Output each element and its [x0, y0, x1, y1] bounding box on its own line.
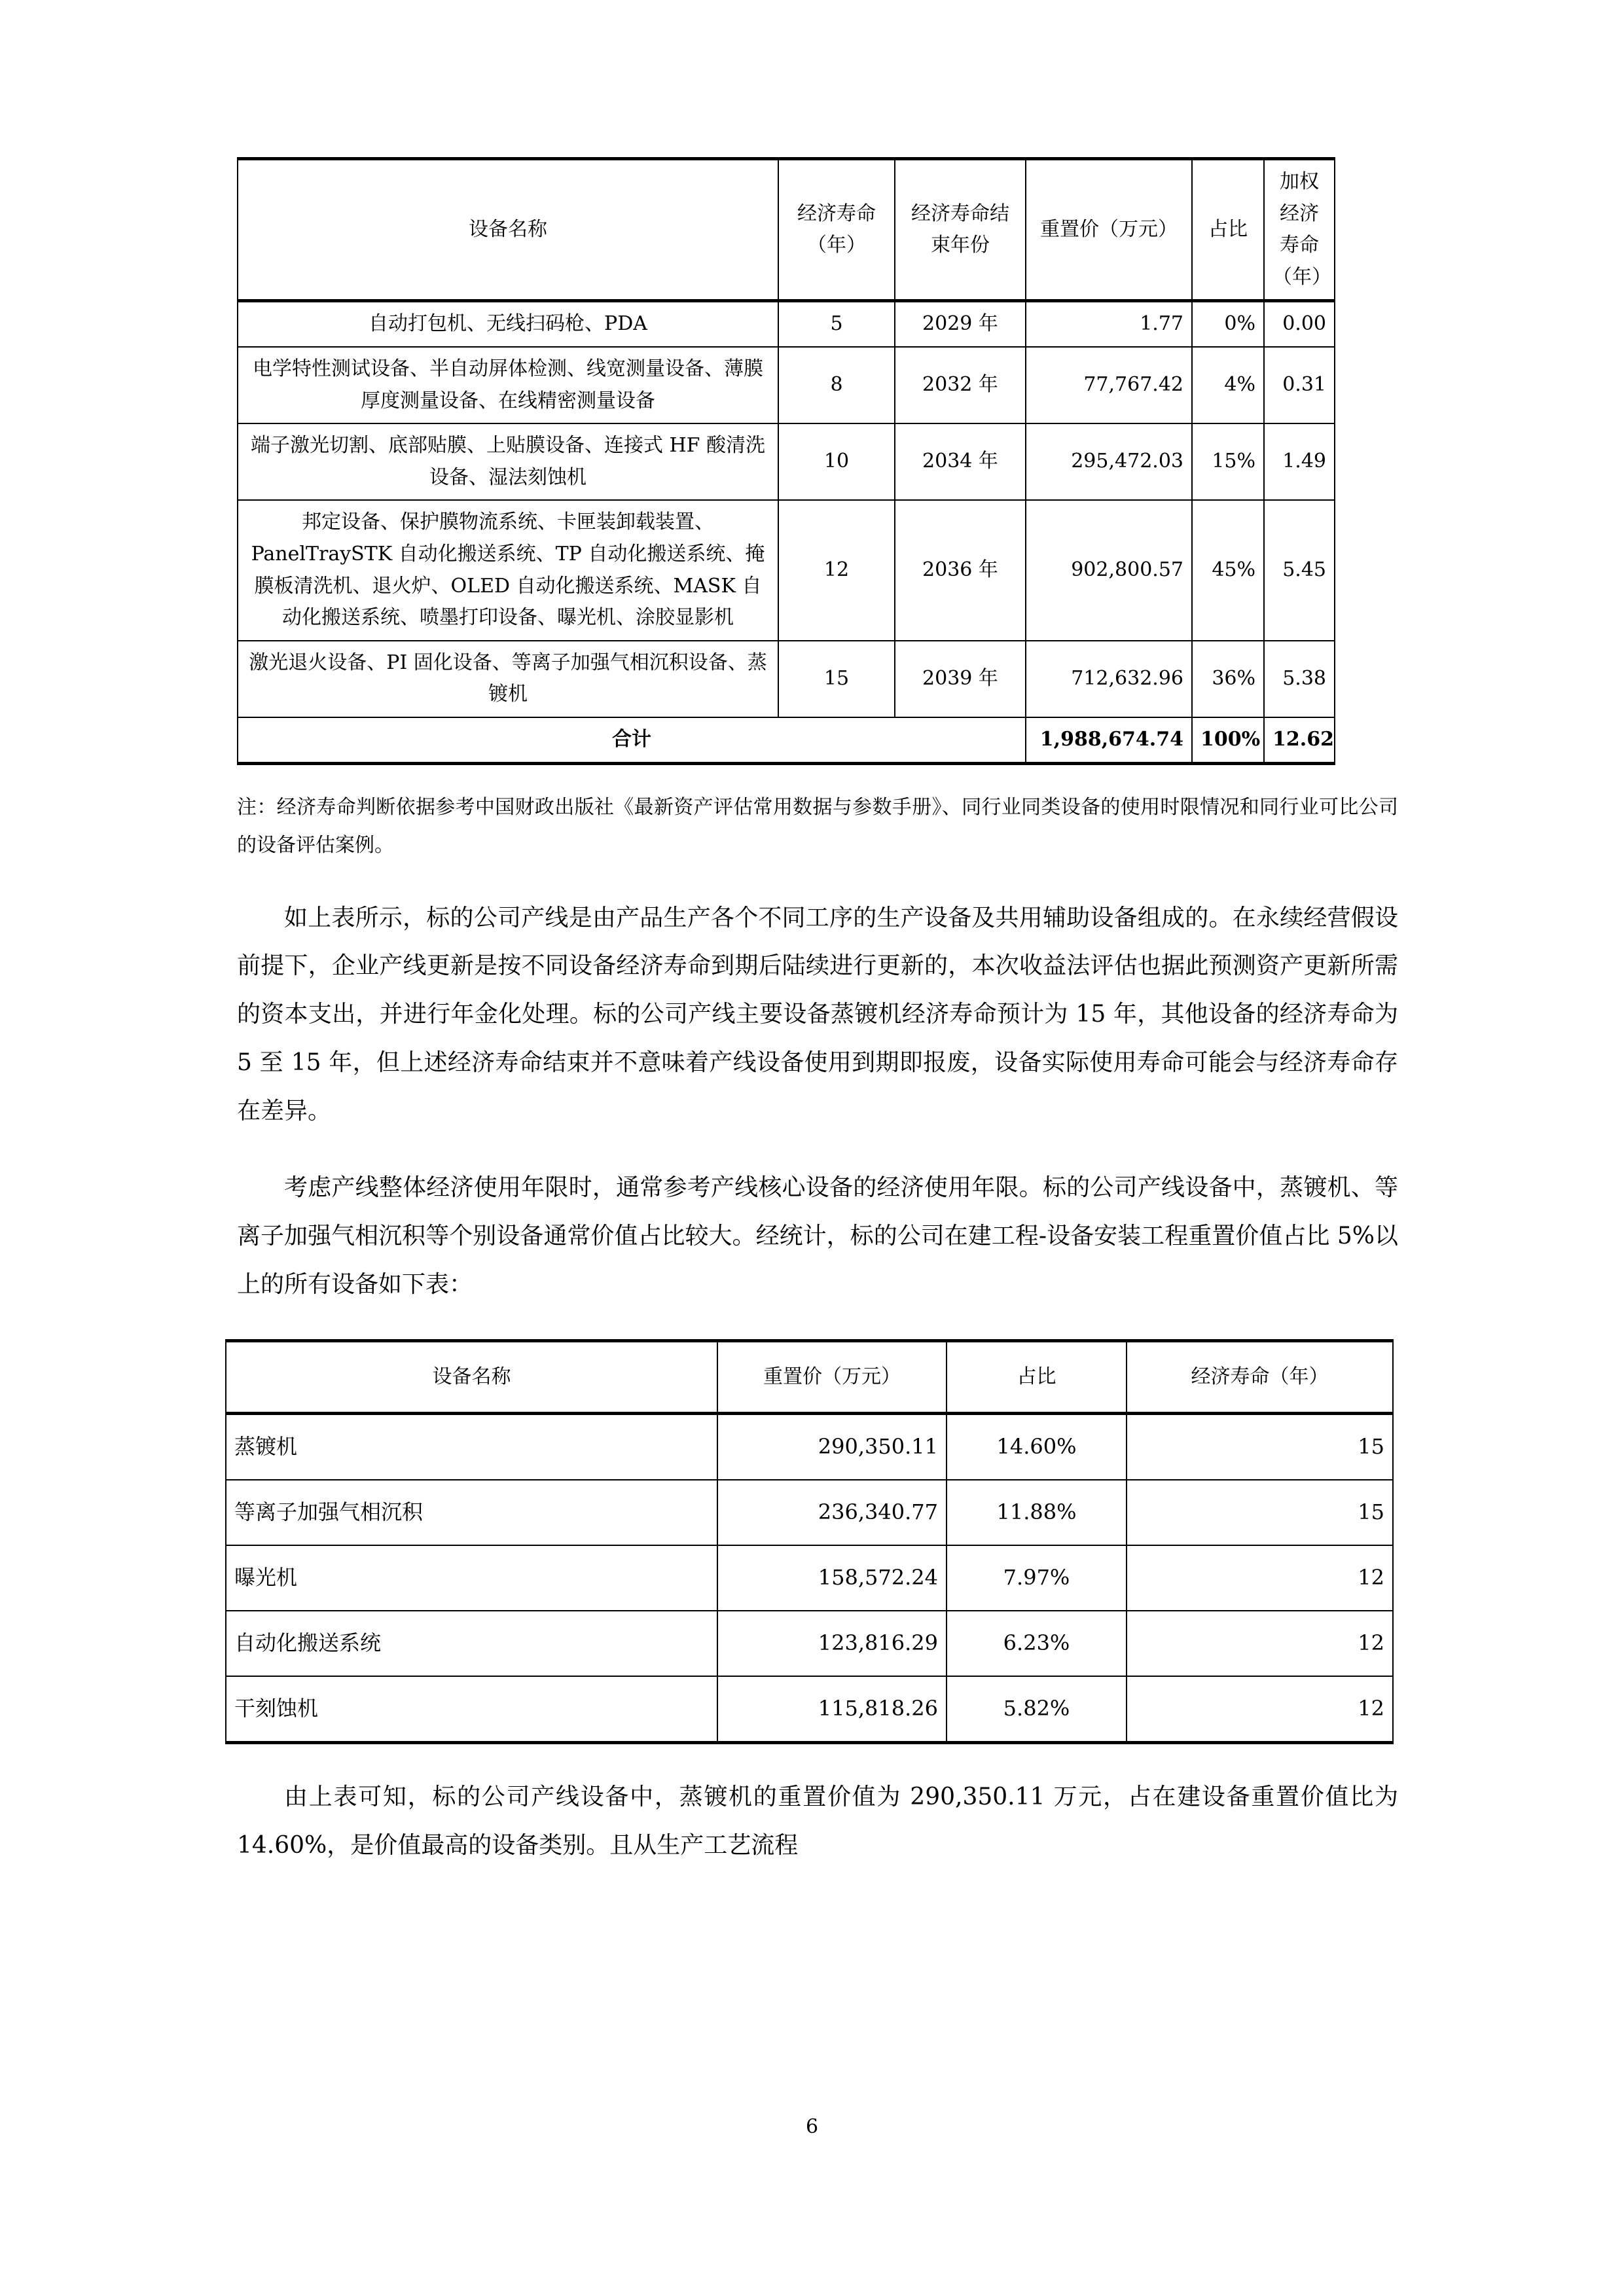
cell-end-year: 2034 年 — [895, 423, 1026, 500]
table-header — [238, 159, 1335, 301]
cell-equipment-name: 自动打包机、无线扫码枪、PDA — [238, 301, 778, 347]
cell-economic-life: 12 — [778, 500, 895, 640]
cell-weighted-life: 5.45 — [1264, 500, 1335, 640]
column-header-economic-life: 经济寿命（年） — [1127, 1340, 1393, 1413]
cell-weighted-life: 5.38 — [1264, 641, 1335, 717]
table-row — [238, 301, 1335, 347]
cell-equipment-name: 端子激光切割、底部贴膜、上贴膜设备、连接式 HF 酸清洗设备、湿法刻蚀机 — [238, 423, 778, 500]
major-equipment-table-container — [225, 1339, 1392, 1744]
cell-economic-life: 8 — [778, 347, 895, 423]
cell-replacement-cost: 236,340.77 — [717, 1480, 947, 1545]
column-header-replacement-cost: 重置价（万元） — [1026, 159, 1192, 301]
cell-share: 6.23% — [947, 1611, 1127, 1676]
cell-economic-life: 12 — [1127, 1545, 1393, 1611]
cell-replacement-cost: 902,800.57 — [1026, 500, 1192, 640]
table-row — [226, 1413, 1393, 1480]
table-row — [226, 1480, 1393, 1545]
cell-share: 5.82% — [947, 1676, 1127, 1743]
cell-equipment-name: 邦定设备、保护膜物流系统、卡匣装卸载装置、PanelTraySTK 自动化搬送系统、TP 自动化搬送系统、掩膜板清洗机、退火炉、OLED 自动化搬送系统、MASK 自动化搬送系统、喷墨打印设备、曝光机、涂胶显影机 — [238, 500, 778, 640]
table-note: 注：经济寿命判断依据参考中国财政出版社《最新资产评估常用数据与参数手册》、同行业同类设备的使用时限情况和同行业可比公司的设备评估案例。 — [237, 795, 1398, 857]
paragraph-1: 如上表所示，标的公司产线是由产品生产各个不同工序的生产设备及共用辅助设备组成的。在永续经营假设前提下，企业产线更新是按不同设备经济寿命到期后陆续进行更新的，本次收益法评估也据此预测资产更新所需的资本支出，并进行年金化处理。标的公司产线主要设备蒸镀机经济寿命预计为 15 年，其他设备的经济寿命为 5 至 15 年，但上述经济寿命结束并不意味着产线设备使用到期即报废，设备实际使用寿命可能会与经济寿命存在差异。 — [237, 904, 1398, 1124]
cell-equipment-name: 蒸镀机 — [226, 1413, 717, 1480]
cell-replacement-cost: 115,818.26 — [717, 1676, 947, 1743]
equipment-life-table — [237, 157, 1335, 765]
cell-weighted-life: 1.49 — [1264, 423, 1335, 500]
page-number: 6 — [805, 2115, 819, 2138]
cell-equipment-name: 自动化搬送系统 — [226, 1611, 717, 1676]
cell-equipment-name: 干刻蚀机 — [226, 1676, 717, 1743]
table-row — [238, 641, 1335, 717]
cell-share: 14.60% — [947, 1413, 1127, 1480]
cell-share: 4% — [1192, 347, 1264, 423]
cell-total-weighted-life: 12.62 — [1264, 717, 1335, 763]
cell-equipment-name: 曝光机 — [226, 1545, 717, 1611]
cell-replacement-cost: 712,632.96 — [1026, 641, 1192, 717]
cell-economic-life: 5 — [778, 301, 895, 347]
cell-share: 7.97% — [947, 1545, 1127, 1611]
major-equipment-table — [225, 1339, 1394, 1744]
cell-share: 11.88% — [947, 1480, 1127, 1545]
column-header-end-year: 经济寿命结束年份 — [895, 159, 1026, 301]
cell-equipment-name: 激光退火设备、PI 固化设备、等离子加强气相沉积设备、蒸镀机 — [238, 641, 778, 717]
column-header-equipment-name: 设备名称 — [226, 1340, 717, 1413]
paragraph-2: 考虑产线整体经济使用年限时，通常参考产线核心设备的经济使用年限。标的公司产线设备中，蒸镀机、等离子加强气相沉积等个别设备通常价值占比较大。经统计，标的公司在建工程-设备安装工程重置价值占比 5%以上的所有设备如下表： — [237, 1174, 1398, 1299]
cell-total-share: 100% — [1192, 717, 1264, 763]
table-header — [226, 1340, 1393, 1413]
cell-replacement-cost: 290,350.11 — [717, 1413, 947, 1480]
equipment-life-table-container — [237, 157, 1334, 765]
table-body — [238, 301, 1335, 763]
cell-end-year: 2036 年 — [895, 500, 1026, 640]
cell-replacement-cost: 77,767.42 — [1026, 347, 1192, 423]
column-header-weighted-life: 加权经济寿命（年） — [1264, 159, 1335, 301]
table-row — [226, 1676, 1393, 1743]
cell-replacement-cost: 123,816.29 — [717, 1611, 947, 1676]
cell-total-replacement-cost: 1,988,674.74 — [1026, 717, 1192, 763]
cell-share: 0% — [1192, 301, 1264, 347]
table-row — [238, 500, 1335, 640]
cell-economic-life: 15 — [1127, 1413, 1393, 1480]
column-header-replacement-cost: 重置价（万元） — [717, 1340, 947, 1413]
cell-economic-life: 12 — [1127, 1611, 1393, 1676]
table-header-row — [238, 159, 1335, 301]
column-header-share: 占比 — [1192, 159, 1264, 301]
table-row — [226, 1611, 1393, 1676]
cell-share: 36% — [1192, 641, 1264, 717]
paragraph-3: 由上表可知，标的公司产线设备中，蒸镀机的重置价值为 290,350.11 万元，占在建设备重置价值比为 14.60%，是价值最高的设备类别。且从生产工艺流程 — [237, 1783, 1398, 1859]
cell-economic-life: 15 — [778, 641, 895, 717]
cell-economic-life: 10 — [778, 423, 895, 500]
table-body — [226, 1413, 1393, 1742]
cell-end-year: 2032 年 — [895, 347, 1026, 423]
cell-economic-life: 12 — [1127, 1676, 1393, 1743]
table-row — [238, 347, 1335, 423]
table-row — [226, 1545, 1393, 1611]
cell-replacement-cost: 1.77 — [1026, 301, 1192, 347]
cell-end-year: 2029 年 — [895, 301, 1026, 347]
column-header-economic-life: 经济寿命（年） — [778, 159, 895, 301]
cell-equipment-name: 等离子加强气相沉积 — [226, 1480, 717, 1545]
cell-economic-life: 15 — [1127, 1480, 1393, 1545]
table-row — [238, 423, 1335, 500]
cell-total-label: 合计 — [238, 717, 1026, 763]
cell-weighted-life: 0.31 — [1264, 347, 1335, 423]
column-header-equipment-name: 设备名称 — [238, 159, 778, 301]
column-header-share: 占比 — [947, 1340, 1127, 1413]
cell-share: 45% — [1192, 500, 1264, 640]
cell-replacement-cost: 158,572.24 — [717, 1545, 947, 1611]
cell-replacement-cost: 295,472.03 — [1026, 423, 1192, 500]
cell-equipment-name: 电学特性测试设备、半自动屏体检测、线宽测量设备、薄膜厚度测量设备、在线精密测量设备 — [238, 347, 778, 423]
cell-share: 15% — [1192, 423, 1264, 500]
cell-weighted-life: 0.00 — [1264, 301, 1335, 347]
table-total-row — [238, 717, 1335, 763]
table-header-row — [226, 1340, 1393, 1413]
cell-end-year: 2039 年 — [895, 641, 1026, 717]
